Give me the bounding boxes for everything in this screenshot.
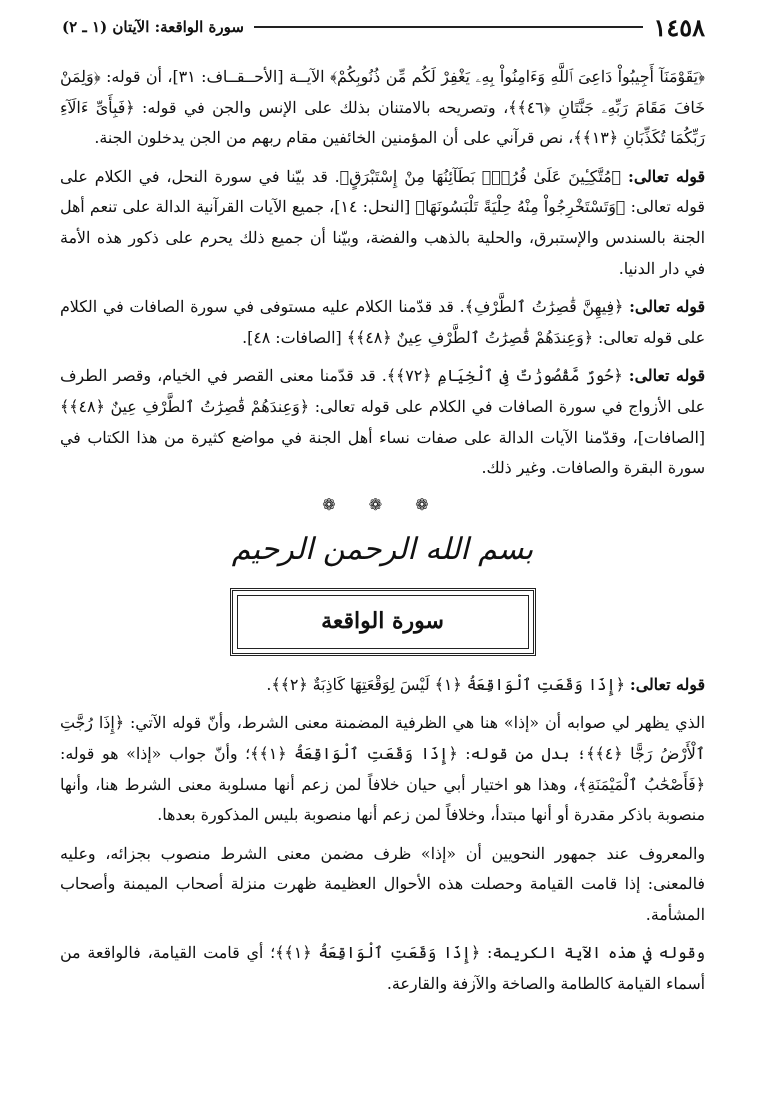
paragraph: الذي يظهر لي صوابه أن «إذا» هنا هي الظرفية المضمنة معنى الشرط، وأنّ قوله الآتي: ﴿إِذَا رُجَّتِ ٱلْأَرْضُ رَجًّا ﴿٤﴾﴾؛ بدل من قوله: ﴿إِذَا وَقَعَتِ ٱلْوَاقِعَةُ ﴿١﴾﴾؛ وأنّ جواب «إذا» هو قوله: ﴿فَأَصْحَٰبُ ٱلْمَيْمَنَةِ﴾، وهذا هو اختيار أبي حيان خلافاً لمن زعم أنها مسلوبة معنى الشرط هنا، وأنها منصوبة باذكر مقدرة أو أنها مبتدأ، وخلافاً لمن زعم أنها منصوبة بليس المذكورة بعدها. [60,713,705,825]
surah-title: سورة الواقعة [321,608,444,635]
page-header [62,10,705,44]
section-text: ﴿إِذَا وَقَعَتِ ٱلْوَاقِعَةُ ﴿١﴾ لَيْسَ لِوَقْعَتِهَا كَاذِبَةٌ ﴿٢﴾﴾. [266,674,630,694]
section-lead: قوله تعالى: [627,166,705,186]
basmala: بسم الله الرحمن الرحيم [231,531,534,567]
section-paragraph [60,670,705,701]
ornament-divider: ❁ ❁ ❁ [322,494,443,514]
spacer [60,656,705,670]
section-text: ﴿مُتَّكِـِٔينَ عَلَىٰ فُرُشٍۭ بَطَآئِنُهَا مِنْ إِسْتَبْرَقٍ﴾. قد بيّنا في سورة النحل، في الكلام على قوله تعالى: ﴿وَتَسْتَخْرِجُواْ مِنْهُ حِلْيَةً تَلْبَسُونَهَا﴾ [النحل: ١٤]، جميع الآيات القرآنية الدالة على تنعم أهل الجنة بالسندس والإستبرق، والحلية بالذهب والفضة، وبيّنا أن جميع ذلك يحرم على ذكور هذه الأمة في دار الدنيا. [60,166,705,278]
surah-title-frame-inner [237,595,529,649]
section-lead: قوله تعالى: [628,366,706,386]
page-content [60,62,705,1008]
paragraph: ﴿يَقَوْمَنَآ أَجِيبُواْ دَاعِىَ ٱللَّهِ وَءَامِنُواْ بِهِۦ يَغْفِرْ لَكُم مِّن ذُنُوبِكُمْ﴾ الآيــة [الأحــقــاف: ٣١]، أن قوله: ﴿وَلِمَنْ خَافَ مَقَامَ رَبِّهِۦ جَنَّتَانِ ﴿٤٦﴾﴾، وتصريحه بالامتنان بذلك على الإنس والجن في قوله: ﴿فَبِأَىِّ ءَالَآءِ رَبِّكُمَا تُكَذِّبَانِ ﴿١٣﴾﴾، نص قرآني على أن المؤمنين الخائفين مقام ربهم من الجن يدخلون الجنة. [60,67,705,148]
section-paragraph [60,361,705,483]
section-lead: قوله تعالى: [629,297,705,317]
header-rule [254,26,644,28]
paragraph: والمعروف عند جمهور النحويين أن «إذا» ظرف مضمن معنى الشرط منصوب بجزائه، وعليه فالمعنى: إذا قامت القيامة وحصلت هذه الأحوال العظيمة ظهرت منزلة أصحاب الميمنة وأصحاب المشأمة. [60,843,705,924]
section-text: ﴿حُورٌ مَّقْصُورَٰتٌ فِى ٱلْخِيَامِ ﴿٧٢﴾﴾. قد قدّمنا معنى القصر في الخيام، وقصر الطرف على الأزواج في سورة الصافات في الكلام على قوله تعالى: ﴿وَعِندَهُمْ قَٰصِرَٰتُ ٱلطَّرْفِ عِينٌ ﴿٤٨﴾﴾ [الصافات]، وقدّمنا الآيات الدالة على صفات نساء أهل الجنة في مواضع كثيرة من هذا الكتاب في سورة البقرة والصافات. وغير ذلك. [60,366,705,478]
section-lead: قوله تعالى: [629,674,705,694]
section-text: ﴿فِيهِنَّ قَٰصِرَٰتُ ٱلطَّرْفِ﴾. قد قدّمنا الكلام عليه مستوفى في سورة الصافات في الكلام على قوله تعالى: ﴿وَعِندَهُمْ قَٰصِرَٰتُ ٱلطَّرْفِ عِينٌ ﴿٤٨﴾﴾ [الصافات: ٤٨]. [60,297,705,347]
section-paragraph [60,162,705,284]
paragraph: وقوله في هذه الآية الكريمة: ﴿إِذَا وَقَعَتِ ٱلْوَاقِعَةُ ﴿١﴾﴾؛ أي قامت القيامة، فالواقعة من أسماء القيامة كالطامة والصاخة والآزفة والقارعة. [60,943,706,994]
section-paragraph [60,292,705,353]
surah-title-frame [230,588,536,656]
running-title: سورة الواقعة: الآيتان (١ ـ ٢) [62,18,244,36]
page-number: ١٤٥٨ [653,12,705,42]
